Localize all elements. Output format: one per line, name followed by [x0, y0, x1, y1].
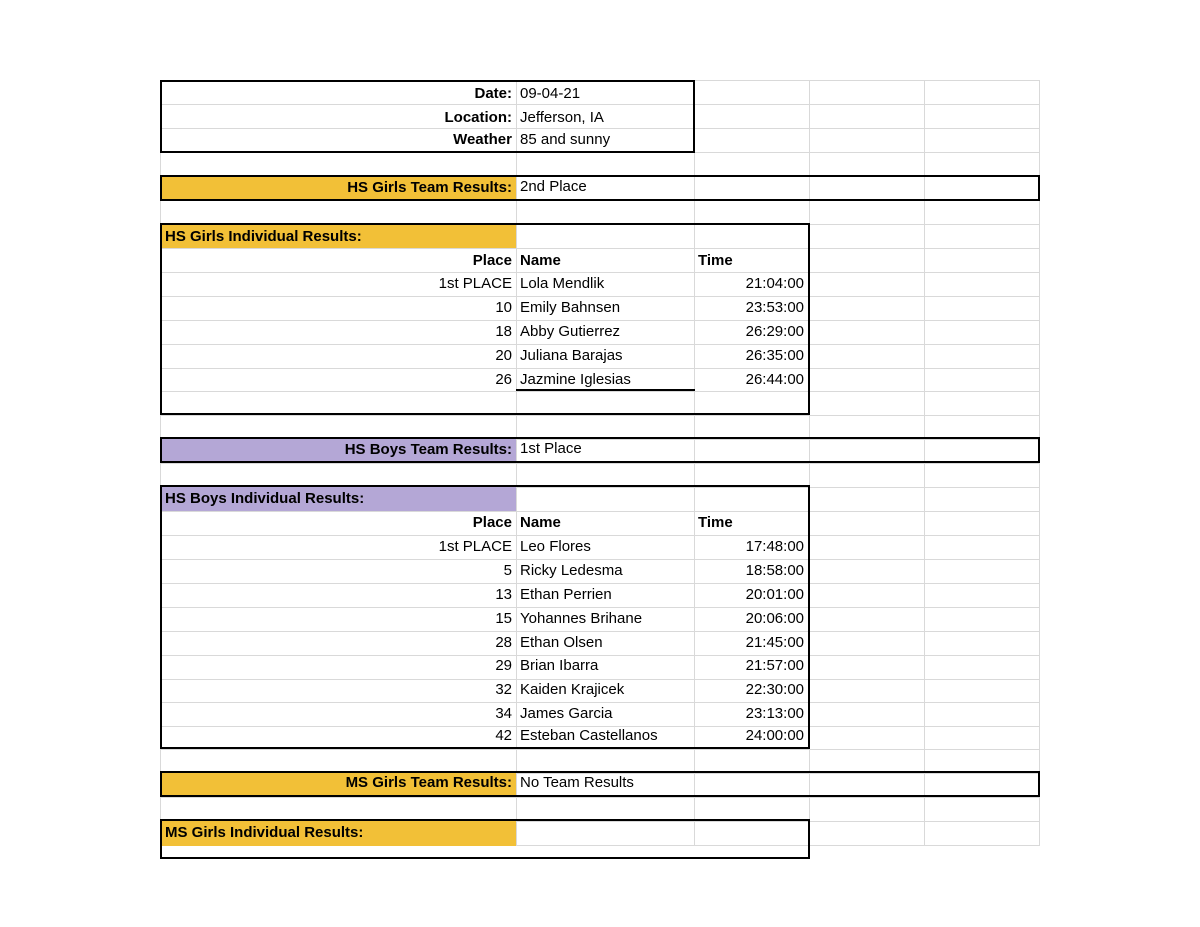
spreadsheet-sheet	[160, 80, 1040, 846]
name-cell[interactable]: Ricky Ledesma	[520, 562, 623, 579]
time-cell[interactable]: 26:29:00	[745, 323, 804, 340]
hs-boys-team-value[interactable]: 1st Place	[520, 440, 582, 457]
name-underline	[516, 389, 695, 391]
name-header: Name	[520, 514, 561, 531]
hs-girls-team-value[interactable]: 2nd Place	[520, 178, 587, 195]
name-cell[interactable]: Brian Ibarra	[520, 657, 599, 674]
name-header: Name	[520, 252, 561, 269]
ms-girls-team-value[interactable]: No Team Results	[520, 774, 634, 791]
ms-girls-individual-title: MS Girls Individual Results:	[165, 824, 364, 841]
time-cell[interactable]: 17:48:00	[745, 538, 804, 555]
time-header: Time	[698, 252, 733, 269]
place-cell[interactable]: 5	[503, 562, 512, 579]
place-header: Place	[472, 514, 512, 531]
time-cell[interactable]: 20:01:00	[745, 586, 804, 603]
weather-label: Weather	[453, 131, 512, 148]
hs-boys-team-border	[160, 437, 1040, 463]
place-cell[interactable]: 1st PLACE	[438, 538, 512, 555]
name-cell[interactable]: Ethan Perrien	[520, 586, 612, 603]
weather-value[interactable]: 85 and sunny	[520, 131, 611, 148]
time-cell[interactable]: 18:58:00	[745, 562, 804, 579]
gridline	[160, 415, 1040, 416]
place-cell[interactable]: 32	[495, 681, 512, 698]
place-header: Place	[472, 252, 512, 269]
name-cell[interactable]: Esteban Castellanos	[520, 727, 658, 744]
name-cell[interactable]: Leo Flores	[520, 538, 591, 555]
hs-girls-individual-title: HS Girls Individual Results:	[165, 228, 362, 245]
place-cell[interactable]: 42	[495, 727, 512, 744]
place-cell[interactable]: 26	[495, 371, 512, 388]
hs-boys-individual-title: HS Boys Individual Results:	[165, 490, 365, 507]
time-header: Time	[698, 514, 733, 531]
ms-girls-individual-border	[160, 819, 810, 859]
gridline	[160, 797, 1040, 798]
place-cell[interactable]: 29	[495, 657, 512, 674]
name-cell[interactable]: Emily Bahnsen	[520, 299, 621, 316]
location-label: Location:	[444, 109, 512, 126]
time-cell[interactable]: 26:35:00	[745, 347, 804, 364]
name-cell[interactable]: Kaiden Krajicek	[520, 681, 625, 698]
hs-girls-team-label: HS Girls Team Results:	[347, 179, 512, 196]
time-cell[interactable]: 21:57:00	[745, 657, 804, 674]
name-cell[interactable]: Yohannes Brihane	[520, 610, 643, 627]
name-cell[interactable]: Lola Mendlik	[520, 275, 605, 292]
place-cell[interactable]: 34	[495, 705, 512, 722]
hs-boys-team-label: HS Boys Team Results:	[344, 441, 512, 458]
name-cell[interactable]: James Garcia	[520, 705, 613, 722]
ms-girls-team-border	[160, 771, 1040, 797]
place-cell[interactable]: 10	[495, 299, 512, 316]
location-value[interactable]: Jefferson, IA	[520, 109, 604, 126]
hs-girls-team-border	[160, 175, 1040, 201]
time-cell[interactable]: 26:44:00	[745, 371, 804, 388]
date-label: Date:	[474, 85, 512, 102]
place-cell[interactable]: 1st PLACE	[438, 275, 512, 292]
time-cell[interactable]: 24:00:00	[745, 727, 804, 744]
time-cell[interactable]: 21:04:00	[745, 275, 804, 292]
name-cell[interactable]: Juliana Barajas	[520, 347, 623, 364]
time-cell[interactable]: 20:06:00	[745, 610, 804, 627]
time-cell[interactable]: 23:13:00	[745, 705, 804, 722]
time-cell[interactable]: 23:53:00	[745, 299, 804, 316]
name-cell[interactable]: Jazmine Iglesias	[520, 371, 631, 388]
place-cell[interactable]: 20	[495, 347, 512, 364]
name-cell[interactable]: Ethan Olsen	[520, 634, 603, 651]
time-cell[interactable]: 21:45:00	[745, 634, 804, 651]
time-cell[interactable]: 22:30:00	[745, 681, 804, 698]
place-cell[interactable]: 13	[495, 586, 512, 603]
info-box-border	[160, 80, 695, 153]
gridline	[160, 463, 1040, 464]
place-cell[interactable]: 18	[495, 323, 512, 340]
place-cell[interactable]: 15	[495, 610, 512, 627]
hs-girls-individual-border	[160, 223, 810, 415]
hs-boys-individual-border	[160, 485, 810, 749]
ms-girls-team-label: MS Girls Team Results:	[345, 774, 512, 791]
place-cell[interactable]: 28	[495, 634, 512, 651]
gridline	[160, 749, 1040, 750]
name-cell[interactable]: Abby Gutierrez	[520, 323, 621, 340]
date-value[interactable]: 09-04-21	[520, 85, 581, 102]
